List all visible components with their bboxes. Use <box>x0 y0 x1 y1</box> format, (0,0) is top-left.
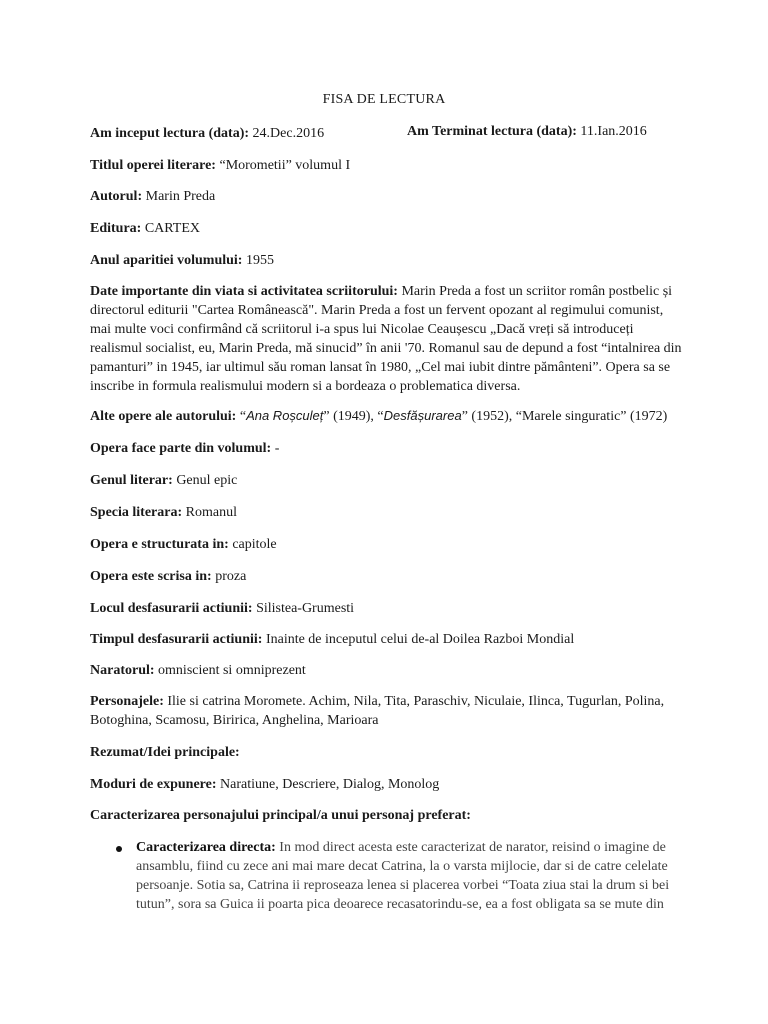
direct-row-1 <box>136 838 676 857</box>
genre-label: Genul literar: <box>90 473 173 488</box>
work-title-label: Titlul operei literare: <box>90 158 216 173</box>
characters-row-1 <box>90 692 680 711</box>
place-label: Locul desfasurarii actiunii: <box>90 601 253 616</box>
volume-value: - <box>271 441 280 456</box>
structure-line <box>90 535 277 554</box>
bullet-dot-icon <box>116 846 122 852</box>
narrator-line <box>90 661 306 680</box>
other-works-quote-open: “ <box>236 409 247 424</box>
written-in-label: Opera este scrisa in: <box>90 569 212 584</box>
bio-text-1: Marin Preda a fost un scriitor român postbelic și <box>401 284 673 299</box>
other-works-title-1: Ana Roșculeț <box>246 408 324 423</box>
publisher-line <box>90 219 200 238</box>
direct-text-4: tutun”, sora sa Guica ii poarta pica deoarece recasatorindu-se, ea a fost obligata sa se mute din <box>136 897 664 912</box>
bio-text-3: mai multe voci confirmând că scriitorul i-a spus lui Nicolae Ceaușescu „Dacă vreți să introduceți <box>90 322 634 337</box>
year-value: 1955 <box>245 253 274 268</box>
time-line <box>90 630 574 649</box>
start-date-value: 24.Dec.2016 <box>252 126 325 141</box>
publisher-label: Editura: <box>90 221 142 236</box>
genre-value: Genul epic <box>176 473 238 488</box>
summary-label: Rezumat/Idei principale: <box>90 745 240 760</box>
work-title-value: “Morometii” volumul I <box>219 158 351 173</box>
end-date-value: 11.Ian.2016 <box>580 124 647 139</box>
direct-label: Caracterizarea directa: <box>136 840 276 855</box>
start-date-label: Am inceput lectura (data): <box>90 126 250 141</box>
author-value: Marin Preda <box>145 189 216 204</box>
document-title: FISA DE LECTURA <box>322 92 446 107</box>
bio-paragraph <box>90 282 680 396</box>
characterization-label: Caracterizarea personajului principal/a unui personaj preferat: <box>90 808 471 823</box>
bio-row-1 <box>90 282 680 301</box>
direct-text-2: ansamblu, fiind cu zece ani mai mare decat Catrina, la o varsta mijlocie, dar si de catre celelate <box>136 859 668 874</box>
volume-line <box>90 439 279 458</box>
end-date-label: Am Terminat lectura (data): <box>407 124 577 139</box>
other-works-line <box>90 406 667 426</box>
time-value: Inainte de inceputul celui de-al Doilea Razboi Mondial <box>265 632 575 647</box>
characters-text-1: Ilie si catrina Moromete. Achim, Nila, Tita, Paraschiv, Niculaie, Ilinca, Tugurlan, Polina, <box>167 694 665 709</box>
written-in-line <box>90 567 246 586</box>
species-label: Specia literara: <box>90 505 183 520</box>
characters-text-2: Botoghina, Scamosu, Biririca, Anghelina, Marioara <box>90 713 379 728</box>
place-value: Silistea-Grumesti <box>256 601 355 616</box>
narrator-label: Naratorul: <box>90 663 155 678</box>
species-line <box>90 503 237 522</box>
characters-paragraph <box>90 692 680 730</box>
narrator-value: omniscient si omniprezent <box>158 663 306 678</box>
other-works-rest: ” (1952), “Marele singuratic” (1972) <box>461 409 668 424</box>
author-label: Autorul: <box>90 189 143 204</box>
bio-label: Date importante din viata si activitatea scriitorului: <box>90 284 398 299</box>
other-works-label: Alte opere ale autorului: <box>90 409 237 424</box>
start-date-line <box>90 124 324 143</box>
written-in-value: proza <box>215 569 247 584</box>
characterization-line <box>90 806 471 825</box>
time-label: Timpul desfasurarii actiunii: <box>90 632 263 647</box>
author-line <box>90 187 215 206</box>
bio-text-6: inscribe in formula realismului modern si a bordeaza o problematica diversa. <box>90 379 521 394</box>
modes-line <box>90 775 439 794</box>
other-works-title-2: Desfășurarea <box>383 408 462 423</box>
year-label: Anul aparitiei volumului: <box>90 253 243 268</box>
bio-text-2: directorul editurii "Cartea Românească". Marin Preda a fost un fervent opozant al regimului comunist, <box>90 303 664 318</box>
genre-line <box>90 471 237 490</box>
publisher-value: CARTEX <box>144 221 201 236</box>
direct-text-3: persoanje. Sotia sa, Catrina ii reproseaza lenea si placerea vorbei “Toata ziua stai la drum si bei <box>136 878 670 893</box>
bio-text-4: realismul socialist, eu, Marin Preda, mă sinucid” în anii '70. Romanul sau de depund a fost “intalnirea din <box>90 341 682 356</box>
direct-characterization-paragraph <box>136 838 676 914</box>
work-title-line <box>90 156 350 175</box>
summary-line <box>90 743 240 762</box>
direct-text-1: In mod direct acesta este caracterizat de narator, reisind o imagine de <box>279 840 666 855</box>
other-works-sep-1: ” (1949), “ <box>323 409 384 424</box>
volume-label: Opera face parte din volumul: <box>90 441 272 456</box>
place-line <box>90 599 354 618</box>
structure-label: Opera e structurata in: <box>90 537 229 552</box>
structure-value: capitole <box>232 537 277 552</box>
modes-label: Moduri de expunere: <box>90 777 217 792</box>
end-date-line <box>407 124 647 140</box>
species-value: Romanul <box>185 505 237 520</box>
year-line <box>90 251 274 270</box>
bio-text-5: pamanturi” in 1945, iar ultimul său roman lansat în 1980, „Cel mai iubit dintre pământeni”. Opera sa se <box>90 360 671 375</box>
characters-label: Personajele: <box>90 694 164 709</box>
modes-value: Naratiune, Descriere, Dialog, Monolog <box>220 777 440 792</box>
